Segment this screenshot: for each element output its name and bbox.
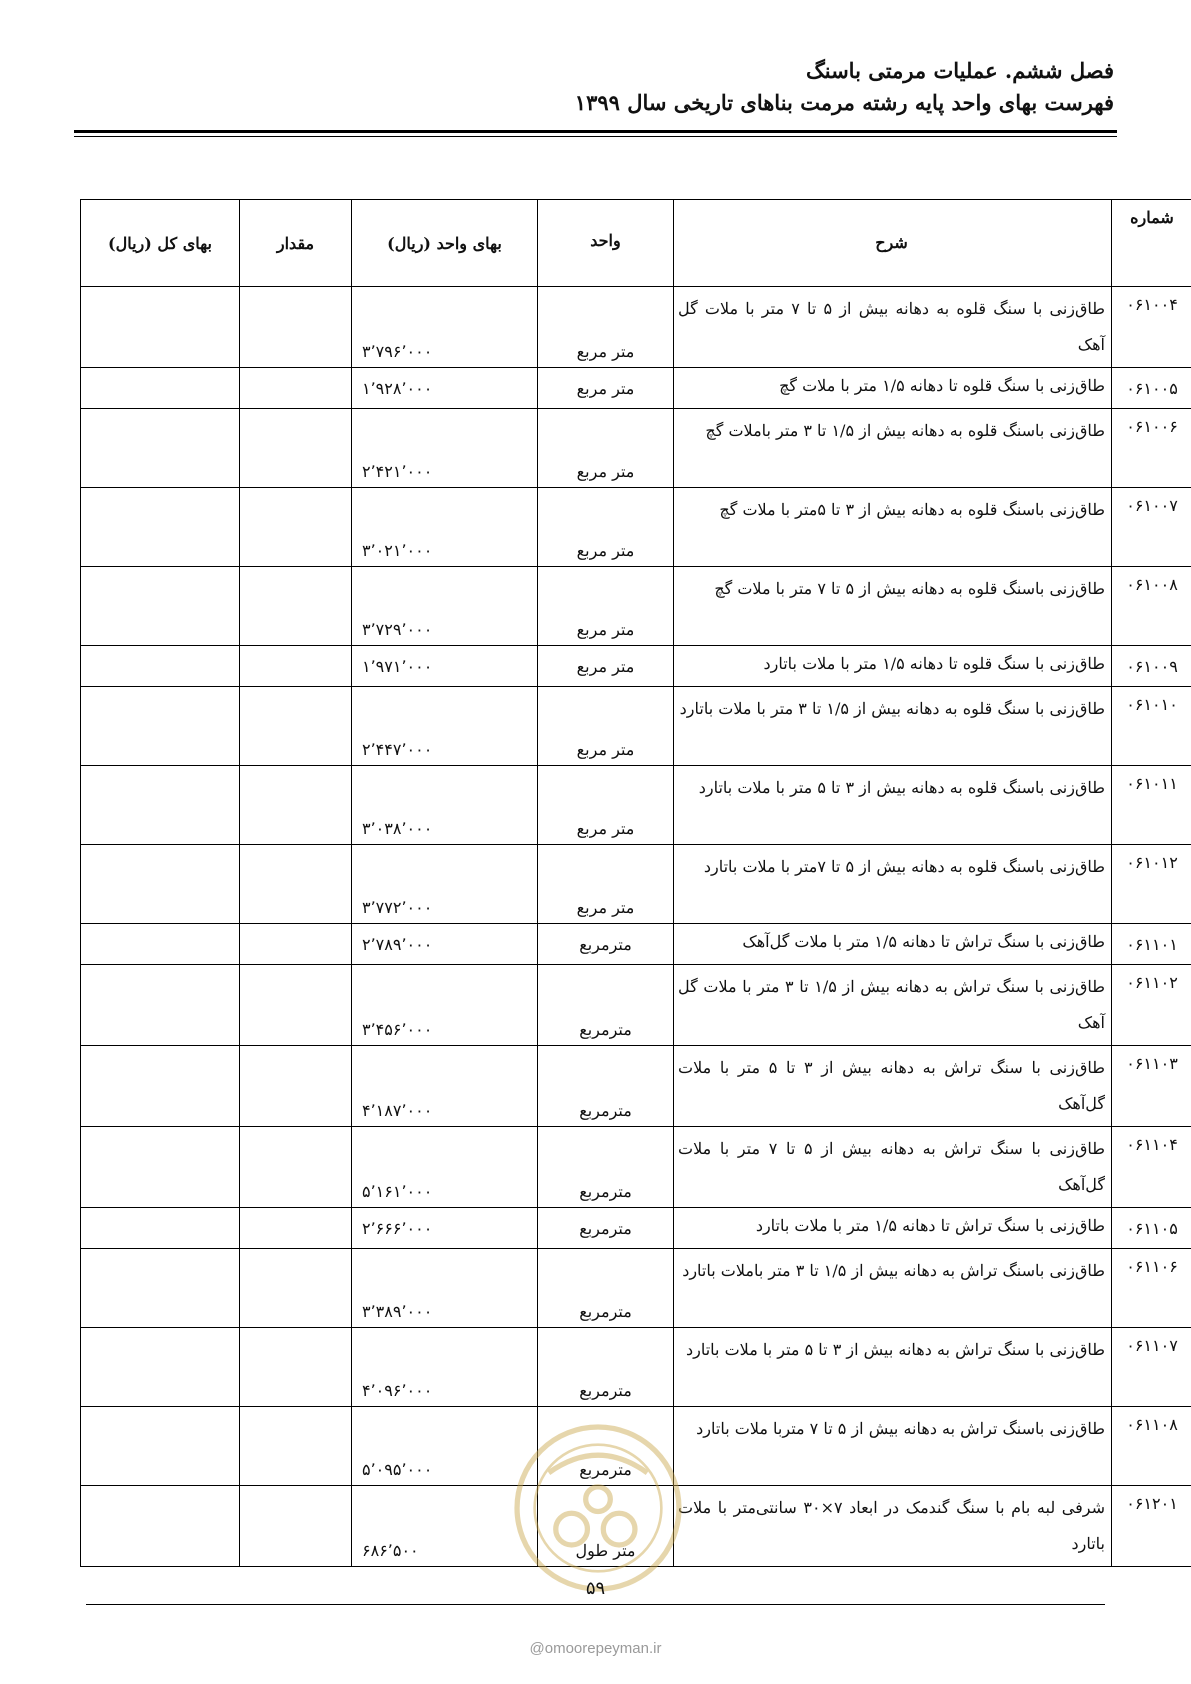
cell-code: ۰۶۱۰۱۲ [1112,845,1191,924]
cell-description: طاق‌زنی با سنگ قلوه تا دهانه ۱/۵ متر با ملات باتارد [674,646,1112,687]
cell-description: طاق‌زنی با سنگ تراش به دهانه بیش از ۱/۵ تا ۳ متر با ملات گل آهک [674,965,1112,1046]
cell-quantity [240,924,352,965]
cell-unit-price: ۳٬۷۹۶٬۰۰۰ [352,287,538,368]
table-row [81,287,1191,368]
col-header-quantity: مقدار [240,200,352,287]
price-table [80,199,1191,1567]
col-header-code: شماره [1112,200,1191,287]
cell-total-price [81,409,240,488]
cell-quantity [240,1127,352,1208]
cell-total-price [81,965,240,1046]
cell-quantity [240,488,352,567]
cell-unit: مترمربع [538,1249,674,1328]
cell-unit-price: ۲٬۶۶۶٬۰۰۰ [352,1208,538,1249]
table-row [81,1407,1191,1486]
table-row [81,1046,1191,1127]
table-row [81,1486,1191,1567]
cell-description: طاق‌زنی با سنگ قلوه تا دهانه ۱/۵ متر با ملات گچ [674,368,1112,409]
cell-quantity [240,567,352,646]
cell-description: طاق‌زنی با سنگ تراش تا دهانه ۱/۵ متر با ملات گل‌آهک [674,924,1112,965]
cell-quantity [240,1046,352,1127]
cell-code: ۰۶۱۱۰۳ [1112,1046,1191,1127]
cell-unit-price: ۲٬۴۲۱٬۰۰۰ [352,409,538,488]
cell-code: ۰۶۱۲۰۱ [1112,1486,1191,1567]
cell-code: ۰۶۱۱۰۷ [1112,1328,1191,1407]
col-header-unit: واحد [538,200,674,287]
table-row [81,646,1191,687]
cell-unit: مترمربع [538,1046,674,1127]
cell-quantity [240,687,352,766]
cell-unit-price: ۳٬۷۲۹٬۰۰۰ [352,567,538,646]
header-rule-thin [74,136,1117,137]
page-number: ۵۹ [585,1578,606,1599]
document-subtitle: فهرست بهای واحد پایه رشته مرمت بناهای تاریخی سال ۱۳۹۹ [574,90,1114,115]
table-row [81,687,1191,766]
cell-unit-price: ۱٬۹۲۸٬۰۰۰ [352,368,538,409]
cell-description: طاق‌زنی با سنگ تراش به دهانه بیش از ۳ تا ۵ متر با ملات گل‌آهک [674,1046,1112,1127]
cell-code: ۰۶۱۰۱۰ [1112,687,1191,766]
cell-unit: مترمربع [538,1127,674,1208]
cell-unit-price: ۲٬۷۸۹٬۰۰۰ [352,924,538,965]
cell-total-price [81,287,240,368]
cell-total-price [81,488,240,567]
cell-total-price [81,1127,240,1208]
cell-unit: مترمربع [538,1407,674,1486]
cell-unit: متر مربع [538,409,674,488]
cell-code: ۰۶۱۱۰۵ [1112,1208,1191,1249]
cell-unit: مترمربع [538,965,674,1046]
cell-unit-price: ۳٬۳۸۹٬۰۰۰ [352,1249,538,1328]
cell-quantity [240,766,352,845]
cell-unit: متر طول [538,1486,674,1567]
cell-quantity [240,1328,352,1407]
cell-unit: متر مربع [538,766,674,845]
cell-unit-price: ۳٬۰۲۱٬۰۰۰ [352,488,538,567]
cell-unit: متر مربع [538,287,674,368]
cell-quantity [240,646,352,687]
cell-total-price [81,646,240,687]
cell-quantity [240,368,352,409]
cell-code: ۰۶۱۰۰۸ [1112,567,1191,646]
cell-description: طاق‌زنی با سنگ قلوه به دهانه بیش از ۵ تا ۷ متر با ملات گل آهک [674,287,1112,368]
cell-code: ۰۶۱۱۰۱ [1112,924,1191,965]
cell-unit: متر مربع [538,845,674,924]
table-row [81,924,1191,965]
cell-total-price [81,687,240,766]
page-header [575,56,1114,118]
cell-unit-price: ۶۸۶٬۵۰۰ [352,1486,538,1567]
cell-quantity [240,1407,352,1486]
cell-unit: متر مربع [538,368,674,409]
cell-total-price [81,1407,240,1486]
cell-description: طاق‌زنی باسنگ قلوه به دهانه بیش از ۳ تا ۵متر با ملات گچ [674,488,1112,567]
cell-unit: متر مربع [538,567,674,646]
col-header-desc: شرح [674,200,1112,287]
cell-description: طاق‌زنی با سنگ قلوه به دهانه بیش از ۱/۵ تا ۳ متر با ملات باتارد [674,687,1112,766]
cell-quantity [240,845,352,924]
cell-code: ۰۶۱۰۰۴ [1112,287,1191,368]
cell-code: ۰۶۱۰۰۵ [1112,368,1191,409]
table-row [81,1208,1191,1249]
cell-total-price [81,1208,240,1249]
cell-description: طاق‌زنی باسنگ تراش به دهانه بیش از ۱/۵ تا ۳ متر باملات باتارد [674,1249,1112,1328]
cell-quantity [240,287,352,368]
cell-quantity [240,1249,352,1328]
cell-quantity [240,409,352,488]
cell-code: ۰۶۱۰۰۹ [1112,646,1191,687]
cell-unit-price: ۲٬۴۴۷٬۰۰۰ [352,687,538,766]
table-row [81,1127,1191,1208]
table-row [81,1249,1191,1328]
col-header-total-price: بهای کل (ریال) [81,200,240,287]
table-row [81,368,1191,409]
cell-total-price [81,567,240,646]
cell-unit-price: ۵٬۰۹۵٬۰۰۰ [352,1407,538,1486]
cell-total-price [81,1249,240,1328]
table-row [81,567,1191,646]
cell-code: ۰۶۱۱۰۸ [1112,1407,1191,1486]
cell-unit-price: ۴٬۰۹۶٬۰۰۰ [352,1328,538,1407]
cell-unit: مترمربع [538,1328,674,1407]
watermark-url: @omoorepeyman.ir [529,1640,662,1657]
col-header-unit-price: بهای واحد (ریال) [352,200,538,287]
table-row [81,845,1191,924]
header-rule-thick [74,130,1117,133]
cell-description: طاق‌زنی باسنگ قلوه به دهانه بیش از ۵ تا ۷ متر با ملات گچ [674,567,1112,646]
table-row [81,1328,1191,1407]
table-body [81,287,1191,1567]
cell-unit: مترمربع [538,924,674,965]
cell-unit: مترمربع [538,1208,674,1249]
cell-code: ۰۶۱۰۰۶ [1112,409,1191,488]
table-row [81,766,1191,845]
cell-description: طاق‌زنی باسنگ قلوه به دهانه بیش از ۱/۵ تا ۳ متر باملات گچ [674,409,1112,488]
cell-unit-price: ۳٬۷۷۲٬۰۰۰ [352,845,538,924]
cell-unit-price: ۴٬۱۸۷٬۰۰۰ [352,1046,538,1127]
cell-unit-price: ۱٬۹۷۱٬۰۰۰ [352,646,538,687]
cell-code: ۰۶۱۰۰۷ [1112,488,1191,567]
cell-code: ۰۶۱۱۰۶ [1112,1249,1191,1328]
cell-total-price [81,1328,240,1407]
cell-code: ۰۶۱۱۰۲ [1112,965,1191,1046]
table-header-row [81,200,1191,287]
cell-description: طاق‌زنی با سنگ تراش به دهانه بیش از ۳ تا ۵ متر با ملات باتارد [674,1328,1112,1407]
cell-total-price [81,1046,240,1127]
cell-description: طاق‌زنی باسنگ قلوه به دهانه بیش از ۳ تا ۵ متر با ملات باتارد [674,766,1112,845]
cell-total-price [81,924,240,965]
cell-quantity [240,965,352,1046]
table-row [81,409,1191,488]
cell-quantity [240,1208,352,1249]
cell-unit-price: ۳٬۴۵۶٬۰۰۰ [352,965,538,1046]
cell-unit: متر مربع [538,488,674,567]
cell-code: ۰۶۱۱۰۴ [1112,1127,1191,1208]
cell-total-price [81,368,240,409]
table-row [81,488,1191,567]
cell-description: طاق‌زنی با سنگ تراش تا دهانه ۱/۵ متر با ملات باتارد [674,1208,1112,1249]
cell-total-price [81,766,240,845]
footer-rule [86,1604,1105,1605]
table-row [81,965,1191,1046]
cell-total-price [81,845,240,924]
cell-description: طاق‌زنی با سنگ تراش به دهانه بیش از ۵ تا ۷ متر با ملات گل‌آهک [674,1127,1112,1208]
cell-unit-price: ۳٬۰۳۸٬۰۰۰ [352,766,538,845]
cell-description: شرفی لبه بام با سنگ گندمک در ابعاد ۷×۳۰ سانتی‌متر با ملات باتارد [674,1486,1112,1567]
cell-unit: متر مربع [538,646,674,687]
chapter-title: فصل ششم. عملیات مرمتی باسنگ [805,58,1114,83]
cell-description: طاق‌زنی باسنگ تراش به دهانه بیش از ۵ تا ۷ متربا ملات باتارد [674,1407,1112,1486]
cell-total-price [81,1486,240,1567]
cell-code: ۰۶۱۰۱۱ [1112,766,1191,845]
cell-quantity [240,1486,352,1567]
cell-description: طاق‌زنی باسنگ قلوه به دهانه بیش از ۵ تا ۷متر با ملات باتارد [674,845,1112,924]
cell-unit-price: ۵٬۱۶۱٬۰۰۰ [352,1127,538,1208]
cell-unit: متر مربع [538,687,674,766]
